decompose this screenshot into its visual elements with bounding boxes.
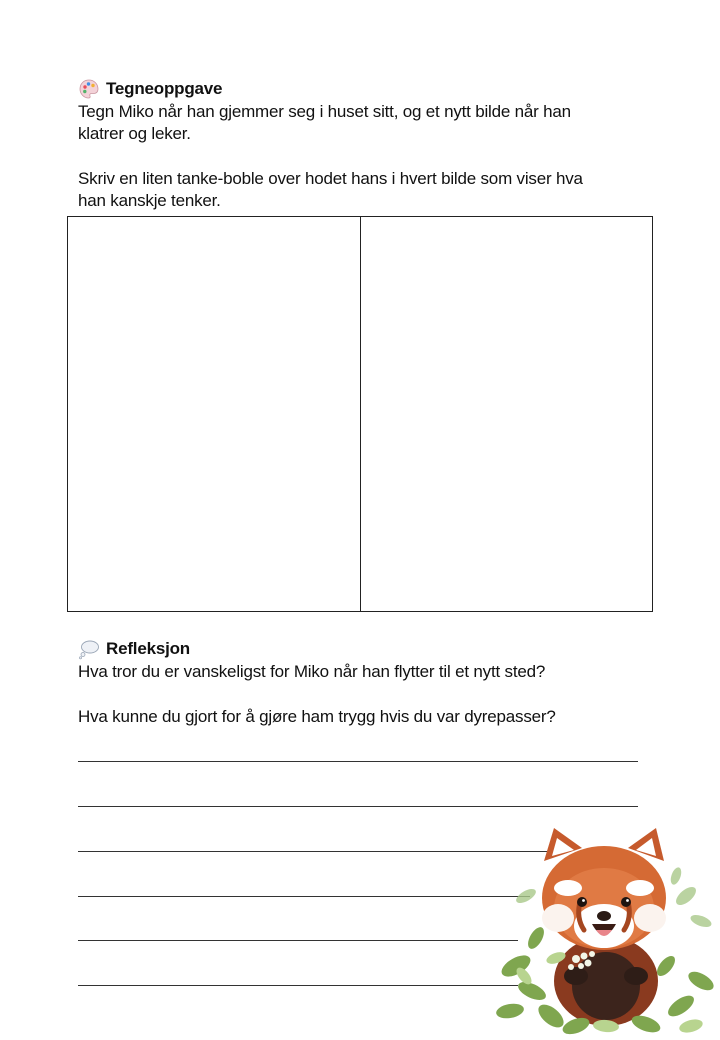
reflection-question-2: Hva kunne du gjort for å gjøre ham trygg hvis du var dyrepasser?	[78, 707, 556, 726]
reflection-title: Refleksjon	[106, 639, 190, 658]
thought-bubble-icon	[78, 638, 100, 660]
drawing-box-hiding[interactable]	[68, 217, 360, 611]
answer-line[interactable]	[78, 985, 518, 986]
drawing-box-playing[interactable]	[360, 217, 653, 611]
answer-line[interactable]	[78, 896, 530, 897]
answer-line[interactable]	[78, 761, 638, 762]
drawing-task-instruction-1-line-1: Tegn Miko når han gjemmer seg i huset sitt, og et nytt bilde når han	[78, 102, 571, 121]
drawing-grid	[67, 216, 653, 612]
drawing-task-instruction-2	[78, 168, 638, 212]
drawing-task-heading	[78, 78, 222, 100]
answer-line[interactable]	[78, 851, 548, 852]
answer-line[interactable]	[78, 806, 638, 807]
reflection-question-1: Hva tror du er vanskeligst for Miko når han flytter til et nytt sted?	[78, 662, 546, 681]
palette-icon	[78, 78, 100, 100]
answer-line[interactable]	[78, 940, 518, 941]
drawing-task-instruction-2-line-2: han kanskje tenker.	[78, 191, 221, 210]
reflection-heading	[78, 638, 190, 660]
drawing-task-instruction-2-line-1: Skriv en liten tanke-boble over hodet hans i hvert bilde som viser hva	[78, 169, 583, 188]
red-panda-illustration	[496, 826, 720, 1040]
drawing-task-instruction-1-line-2: klatrer og leker.	[78, 124, 191, 143]
drawing-task-instruction-1	[78, 101, 638, 145]
drawing-task-title: Tegneoppgave	[106, 79, 223, 98]
